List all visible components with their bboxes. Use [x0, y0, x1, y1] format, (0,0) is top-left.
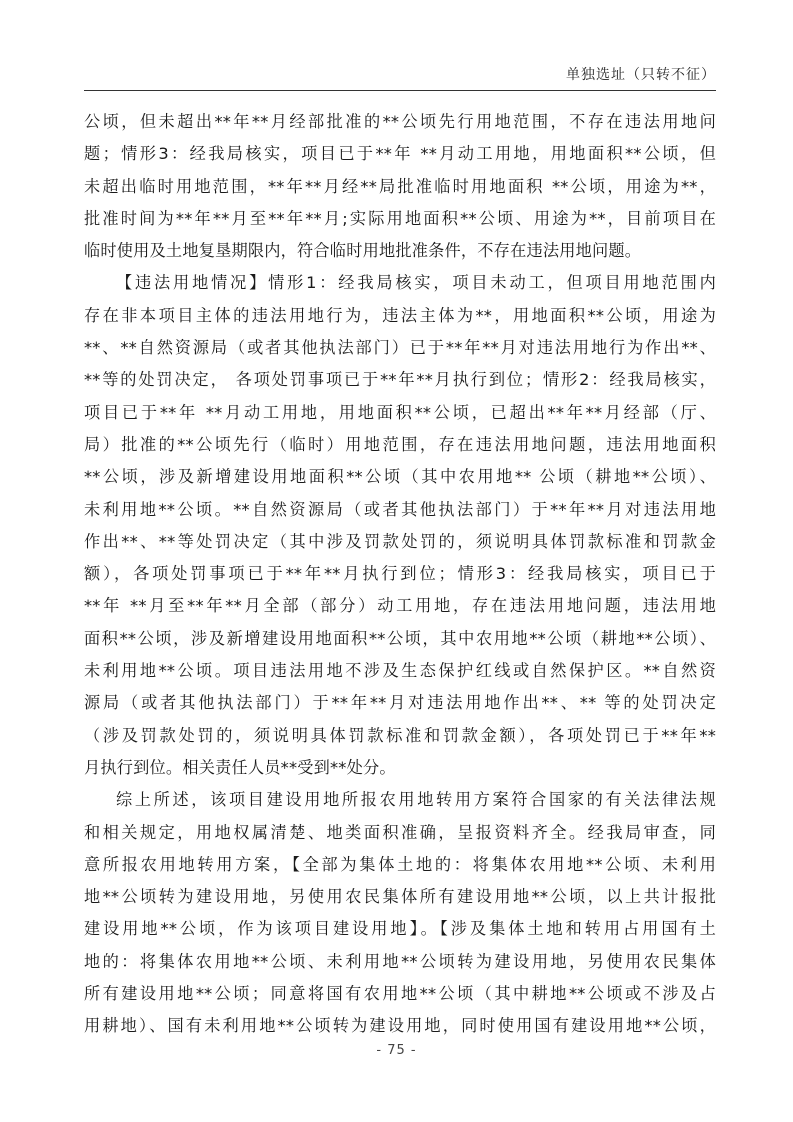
text-line: 批准时间为**年**月至**年**月;实际用地面积**公顷、用途为**，目前项目在: [84, 208, 716, 228]
text-line: **公顷，涉及新增建设用地面积**公顷（其中农用地** 公顷（耕地**公顷）、: [84, 467, 716, 487]
text-line: 所有建设用地**公顷；同意将国有农用地**公顷（其中耕地**公顷或不涉及占: [84, 984, 716, 1004]
text-line: 面积**公顷，涉及新增建设用地面积**公顷，其中农用地**公顷（耕地**公顷）、: [84, 628, 716, 648]
text-line: 地的：将集体农用地**公顷、未利用地**公顷转为建设用地，另使用农民集体: [84, 951, 716, 971]
text-line: **、**自然资源局（或者其他执法部门）已于**年**月对违法用地行为作出**、: [84, 338, 716, 358]
text-line: 源局（或者其他执法部门）于**年**月对违法用地作出**、** 等的处罚决定: [84, 693, 716, 713]
paragraph-start-line: 【违法用地情况】情形1：经我局核实，项目未动工，但项目用地范围内: [116, 273, 716, 293]
text-line: 意所报农用地转用方案，【全部为集体土地的：将集体农用地**公顷、未利用: [84, 854, 716, 874]
text-line: 用耕地）、国有未利用地**公顷转为建设用地，同时使用国有建设用地**公顷，: [84, 1016, 716, 1036]
text-line: 局）批准的**公顷先行（临时）用地范围，存在违法用地问题，违法用地面积: [84, 434, 716, 454]
text-line: 存在非本项目主体的违法用地行为，违法主体为**，用地面积**公顷，用途为: [84, 305, 716, 325]
text-line: 地**公顷转为建设用地，另使用农民集体所有建设用地**公顷，以上共计报批: [84, 887, 716, 907]
text-line: （涉及罚款处罚的，须说明具体罚款标准和罚款金额），各项处罚已于**年**: [84, 725, 716, 745]
text-line: 未超出临时用地范围，**年**月经**局批准临时用地面积 **公顷，用途为**，: [84, 176, 716, 196]
text-line: **等的处罚决定， 各项处罚事项已于**年**月执行到位；情形2：经我局核实，: [84, 370, 716, 390]
text-line: 月执行到位。相关责任人员**受到**处分。: [84, 757, 396, 777]
text-line: 未利用地**公顷。项目违法用地不涉及生态保护红线或自然保护区。**自然资: [84, 661, 716, 681]
text-line: 额），各项处罚事项已于**年**月执行到位；情形3：经我局核实，项目已于: [84, 564, 716, 584]
text-line: 临时使用及土地复垦期限内，符合临时用地批准条件，不存在违法用地问题。: [84, 241, 642, 261]
text-line: 项目已于**年 **月动工用地，用地面积**公顷，已超出**年**月经部（厅、: [84, 402, 716, 422]
document-body: [84, 106, 716, 1043]
header-divider: [84, 90, 716, 91]
running-header: 单独选址（只转不征）: [566, 67, 716, 83]
text-line: 作出**、**等处罚决定（其中涉及罚款处罚的，须说明具体罚款标准和罚款金: [84, 531, 716, 551]
text-line: 未利用地**公顷。**自然资源局（或者其他执法部门）于**年**月对违法用地: [84, 499, 716, 519]
text-line: 和相关规定，用地权属清楚、地类面积准确，呈报资料齐全。经我局审查，同: [84, 822, 716, 842]
text-line: 公顷，但未超出**年**月经部批准的**公顷先行用地范围，不存在违法用地问: [84, 112, 716, 131]
text-line: **年 **月至**年**月全部（部分）动工用地，存在违法用地问题，违法用地: [84, 596, 716, 616]
text-line: 建设用地**公顷，作为该项目建设用地】。【涉及集体土地和转用占用国有土: [84, 919, 716, 939]
text-line: 题；情形3：经我局核实，项目已于**年 **月动工用地，用地面积**公顷，但: [84, 144, 716, 164]
paragraph-start-line: 综上所述，该项目建设用地所报农用地转用方案符合国家的有关法律法规: [116, 790, 716, 810]
page-number: - 75 -: [376, 1043, 417, 1058]
